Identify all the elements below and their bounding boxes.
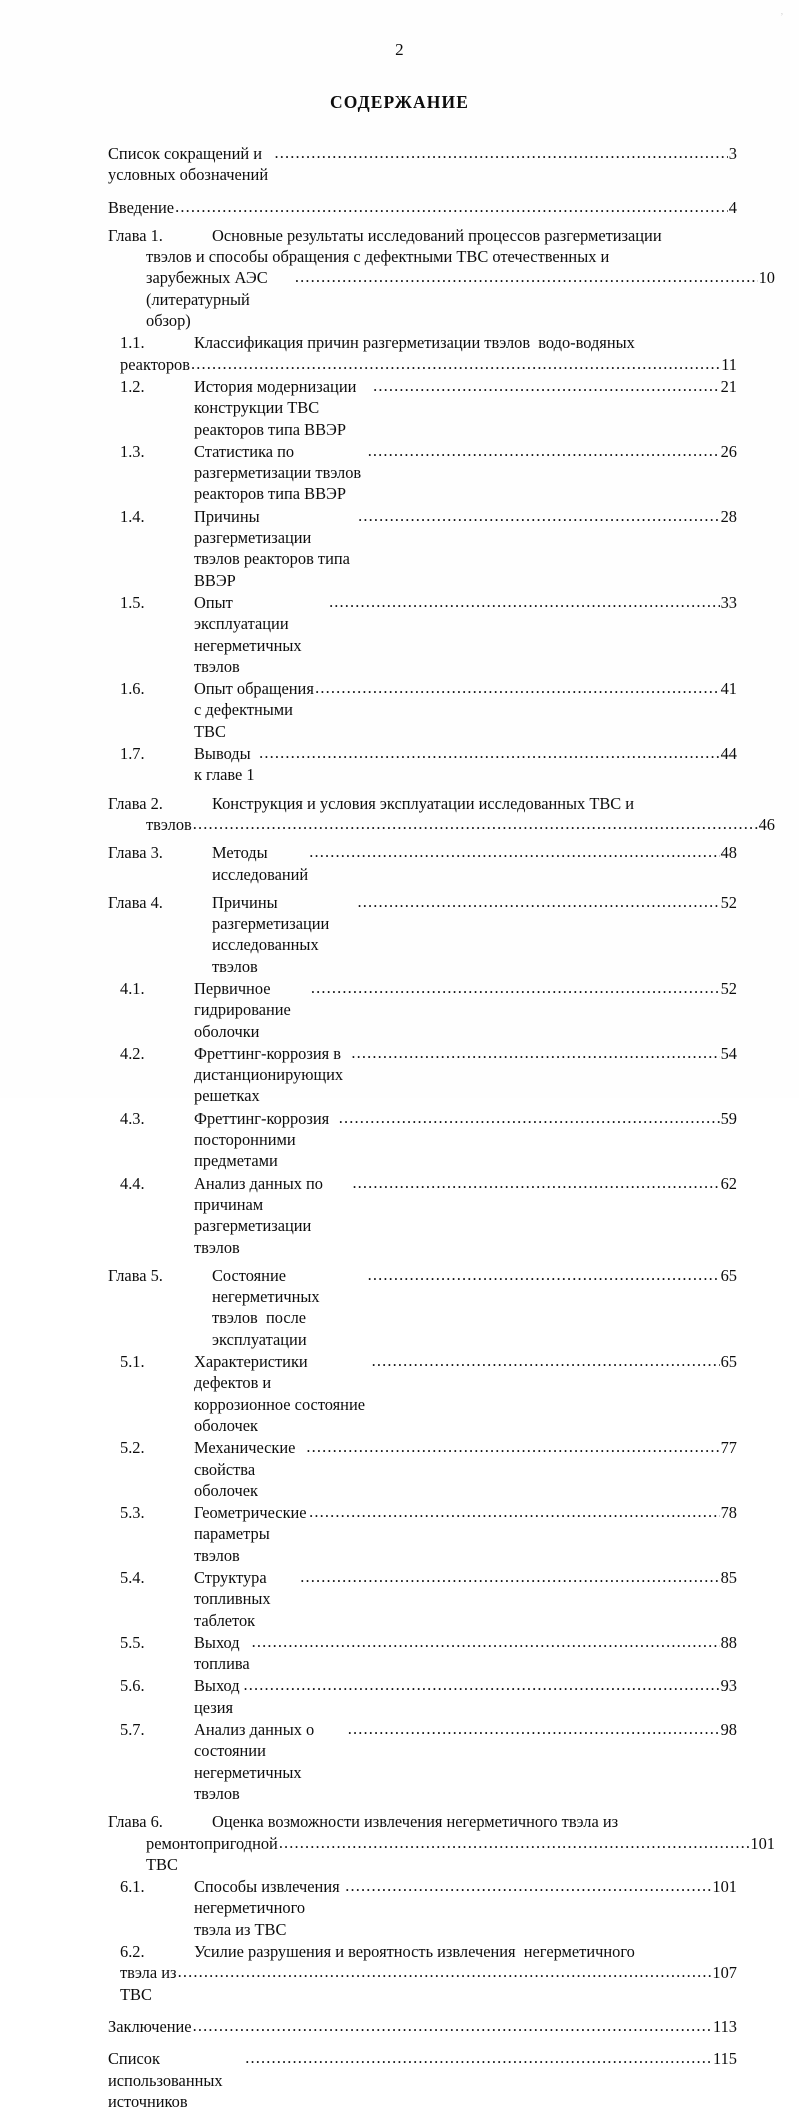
toc-page-number: 101 — [750, 1833, 775, 1853]
toc-entry-line — [120, 678, 737, 742]
toc-entry-title: Фреттинг-коррозия посторонними предметами — [194, 1108, 334, 1171]
toc-entry-line — [108, 2048, 737, 2112]
toc-entry-title: зарубежных АЭС (литературный обзор) — [146, 268, 272, 331]
toc-leader-dots — [339, 1107, 720, 1128]
toc-leader-dots — [358, 891, 720, 912]
toc-leader-dots — [175, 196, 728, 217]
toc-entry-line — [120, 1567, 737, 1631]
toc-leader-dots — [352, 1172, 719, 1193]
toc-entry-line — [120, 1675, 737, 1718]
toc-entry-label: 4.3. — [120, 1108, 145, 1128]
toc-entry-line — [108, 892, 737, 977]
toc-entry-title: Основные результаты исследований процессов разгерметизации — [212, 225, 662, 245]
toc-entry-label: 5.4. — [120, 1568, 145, 1587]
toc-page-number: 4 — [728, 197, 737, 217]
toc-entry[interactable] — [108, 1043, 737, 1107]
toc-entry[interactable] — [108, 1567, 737, 1631]
toc-entry-title: Статистика по разгерметизации твэлов реакторов типа ВВЭР — [194, 441, 366, 504]
toc-entry[interactable] — [108, 978, 737, 1042]
toc-entry-line — [120, 1108, 737, 1172]
scan-artifact-mark: ’ — [780, 11, 784, 23]
toc-leader-dots — [245, 2047, 712, 2068]
toc-entry-title: Геометрические параметры твэлов — [194, 1503, 311, 1565]
toc-entry[interactable] — [108, 1108, 737, 1172]
toc-entry[interactable] — [108, 592, 737, 677]
toc-entry-title: ремонтопригодной ТВС — [146, 1833, 282, 1874]
toc-entry[interactable] — [108, 506, 737, 591]
table-of-contents — [108, 143, 775, 2112]
toc-entry-title: Выход топлива — [194, 1632, 250, 1674]
toc-entry-label: Глава 5. — [108, 1265, 163, 1285]
toc-entry-line — [120, 1719, 737, 1804]
toc-leader-dots — [259, 742, 719, 763]
toc-entry-line — [120, 354, 737, 375]
toc-entry-line — [120, 978, 737, 1042]
toc-leader-dots — [311, 977, 720, 998]
toc-page-number: 65 — [720, 1265, 737, 1285]
toc-leader-dots — [368, 1264, 720, 1285]
toc-entry-line — [120, 743, 737, 786]
toc-page-number: 113 — [713, 2016, 737, 2036]
toc-entry-title: Выход цезия — [194, 1676, 244, 1717]
page-number-folio: 2 — [395, 40, 404, 59]
toc-page-number: 88 — [720, 1632, 737, 1652]
toc-entry-title: Заключение — [108, 2016, 192, 2036]
toc-entry-line — [120, 1962, 737, 2005]
toc-entry-label: 1.3. — [120, 441, 145, 461]
toc-entry-title: Механические свойства оболочек — [194, 1438, 300, 1500]
toc-entry-label: 1.4. — [120, 506, 145, 526]
toc-entry[interactable] — [108, 1265, 737, 1350]
toc-page-number: 28 — [720, 506, 737, 526]
toc-entry-title: История модернизации конструкции ТВС реакторов типа ВВЭР — [194, 376, 361, 439]
toc-entry-line — [120, 376, 737, 440]
toc-entry[interactable] — [108, 332, 737, 375]
toc-entry-title: Анализ данных о состоянии негерметичных твэлов — [194, 1720, 319, 1803]
toc-entry-label: 5.7. — [120, 1720, 145, 1740]
toc-page-number: 48 — [720, 843, 737, 863]
toc-page-number: 10 — [758, 268, 775, 288]
toc-entry[interactable] — [108, 1437, 737, 1501]
toc-entry[interactable] — [108, 678, 737, 742]
toc-page-number: 59 — [720, 1108, 737, 1128]
toc-entry-title: Характеристики дефектов и коррозионное состояние оболочек — [194, 1352, 374, 1435]
toc-leader-dots — [252, 1631, 720, 1652]
toc-page-number: 65 — [720, 1352, 737, 1372]
toc-page-number: 46 — [758, 814, 775, 834]
toc-entry[interactable] — [108, 1876, 737, 1940]
toc-entry-title: Методы исследований — [212, 843, 309, 884]
toc-entry-line — [108, 814, 775, 835]
toc-entry-label: Глава 3. — [108, 843, 163, 863]
toc-entry-title: Введение — [108, 197, 175, 217]
toc-page-number: 85 — [720, 1568, 737, 1587]
toc-entry-title: реакторов — [120, 354, 190, 374]
toc-entry-line — [120, 1043, 737, 1107]
toc-leader-dots — [373, 375, 720, 396]
toc-page-number: 21 — [720, 376, 737, 396]
toc-leader-dots — [372, 1350, 720, 1371]
toc-entry-label: 6.1. — [120, 1877, 145, 1897]
toc-entry-line — [108, 1833, 775, 1876]
toc-page-number: 78 — [720, 1503, 737, 1523]
toc-entry-line — [120, 332, 737, 353]
toc-page-number: 98 — [720, 1720, 737, 1740]
toc-entry[interactable] — [108, 1719, 737, 1804]
toc-page-number: 101 — [712, 1877, 737, 1897]
toc-page-number: 3 — [728, 144, 737, 163]
toc-entry[interactable] — [108, 2048, 737, 2112]
toc-entry-label: 5.6. — [120, 1676, 145, 1696]
toc-page-number: 44 — [720, 744, 737, 764]
toc-entry-title: Способы извлечения негерметичного твэла из ТВС — [194, 1877, 344, 1939]
toc-leader-dots — [193, 2015, 712, 2036]
toc-entry-label: 5.5. — [120, 1632, 145, 1652]
toc-page-number: 11 — [721, 354, 737, 374]
toc-entry-title: Анализ данных по причинам разгерметизации твэлов — [194, 1173, 328, 1257]
toc-entry-label: 1.5. — [120, 592, 145, 612]
toc-entry[interactable] — [108, 143, 737, 186]
toc-entry[interactable] — [108, 376, 737, 440]
toc-leader-dots — [191, 353, 720, 374]
toc-entry-title: твэла из ТВС — [120, 1963, 181, 2004]
toc-page-number: 33 — [720, 592, 737, 612]
toc-entry-label: 4.4. — [120, 1173, 145, 1193]
toc-entry-title: твэлов и способы обращения с дефектными ТВС отечественных и — [146, 247, 610, 267]
toc-entry-line — [108, 225, 737, 246]
toc-entry-line — [120, 1941, 737, 1962]
toc-entry-line — [108, 1265, 737, 1350]
toc-entry-line — [120, 1876, 737, 1940]
toc-entry[interactable] — [108, 793, 775, 836]
toc-leader-dots — [178, 1961, 712, 1982]
toc-entry[interactable] — [108, 1811, 775, 1875]
toc-page-number: 77 — [720, 1438, 737, 1458]
toc-entry-line — [120, 1351, 737, 1436]
toc-entry[interactable] — [108, 842, 737, 885]
toc-page-number: 107 — [712, 1963, 737, 1983]
toc-entry[interactable] — [108, 1632, 737, 1675]
toc-page-number: 93 — [720, 1676, 737, 1696]
toc-entry-line — [108, 2016, 737, 2037]
toc-entry-line — [120, 1502, 737, 1566]
toc-entry-line — [108, 793, 737, 814]
toc-entry[interactable] — [108, 892, 737, 977]
toc-entry-line — [120, 1173, 737, 1258]
toc-entry-title: Список использованных источников — [108, 2049, 227, 2111]
toc-entry-title: Структура топливных таблеток — [194, 1568, 275, 1630]
toc-entry-title: Причины разгерметизации исследованных твэлов — [212, 892, 334, 976]
toc-entry-line — [108, 246, 775, 267]
toc-leader-dots — [351, 1042, 719, 1063]
toc-entry-line — [108, 197, 737, 218]
toc-entry-line — [108, 842, 737, 885]
toc-entry[interactable] — [108, 2016, 737, 2037]
toc-page-number: 26 — [720, 441, 737, 461]
toc-entry-title: Выводы к главе 1 — [194, 744, 255, 785]
toc-leader-dots — [300, 1566, 719, 1587]
toc-entry-title: Причины разгерметизации твэлов реакторов типа ВВЭР — [194, 506, 355, 590]
toc-entry-label: 1.2. — [120, 376, 145, 396]
toc-entry-title: Первичное гидрирование оболочки — [194, 978, 295, 1041]
toc-entry-title: Список сокращений и условных обозначений — [108, 144, 269, 185]
toc-leader-dots — [348, 1718, 720, 1739]
toc-entry-title: Опыт обращения с дефектными ТВС — [194, 679, 318, 741]
toc-entry[interactable] — [108, 743, 737, 786]
toc-entry-line — [108, 143, 737, 186]
toc-entry[interactable] — [108, 1675, 737, 1718]
toc-leader-dots — [309, 841, 719, 862]
toc-leader-dots — [243, 1674, 719, 1695]
toc-entry-label: 5.2. — [120, 1438, 145, 1458]
toc-entry-line — [108, 267, 775, 331]
toc-entry-label: Глава 1. — [108, 225, 163, 245]
toc-entry-title: Состояние негерметичных твэлов после эксплуатации — [212, 1265, 324, 1349]
toc-entry-line — [120, 1437, 737, 1501]
toc-entry[interactable] — [108, 441, 737, 505]
toc-entry-label: 6.2. — [120, 1942, 145, 1962]
toc-entry[interactable] — [108, 225, 775, 331]
toc-leader-dots — [368, 440, 720, 461]
toc-entry-label: 1.7. — [120, 744, 145, 764]
toc-entry-title: Классификация причин разгерметизации твэлов водо-водяных — [194, 333, 635, 353]
toc-entry-label: 1.6. — [120, 679, 145, 699]
toc-page-number: 62 — [720, 1173, 737, 1193]
toc-entry-label: Глава 4. — [108, 892, 163, 912]
toc-entry-label: 4.2. — [120, 1043, 145, 1063]
toc-leader-dots — [315, 677, 719, 698]
toc-entry-title: твэлов — [146, 814, 192, 834]
toc-entry-title: Оценка возможности извлечения негерметичного твэла из — [212, 1812, 619, 1832]
toc-leader-dots — [306, 1436, 719, 1457]
toc-page-number: 52 — [720, 978, 737, 998]
toc-entry-label: 1.1. — [120, 333, 145, 353]
toc-entry[interactable] — [108, 1173, 737, 1258]
toc-entry-label: 5.3. — [120, 1503, 145, 1523]
toc-entry[interactable] — [108, 1502, 737, 1566]
toc-entry-label: 5.1. — [120, 1352, 145, 1372]
toc-entry[interactable] — [108, 1941, 737, 2005]
toc-leader-dots — [329, 591, 720, 612]
toc-leader-dots — [358, 505, 720, 526]
page-title: СОДЕРЖАНИЕ — [329, 92, 469, 112]
toc-leader-dots — [295, 266, 758, 287]
toc-leader-dots — [275, 142, 728, 163]
toc-entry-label: Глава 2. — [108, 793, 163, 813]
toc-page-number: 54 — [720, 1043, 737, 1063]
toc-page-number: 41 — [720, 679, 737, 699]
toc-entry-line — [108, 1811, 737, 1832]
toc-entry-title: Усилие разрушения и вероятность извлечения негерметичного — [194, 1942, 635, 1962]
toc-leader-dots — [193, 813, 758, 834]
toc-leader-dots — [309, 1501, 719, 1522]
toc-leader-dots — [279, 1832, 750, 1853]
toc-leader-dots — [345, 1875, 711, 1896]
toc-page-number: 52 — [720, 892, 737, 912]
toc-entry[interactable] — [108, 1351, 737, 1436]
toc-entry-title: Конструкция и условия эксплуатации исследованных ТВС и — [212, 793, 635, 813]
toc-entry-line — [120, 441, 737, 505]
toc-entry-label: Глава 6. — [108, 1812, 163, 1832]
toc-entry[interactable] — [108, 197, 737, 218]
toc-page-number: 115 — [713, 2049, 737, 2069]
toc-entry-line — [120, 592, 737, 677]
toc-entry-title: Фреттинг-коррозия в дистанционирующих решетках — [194, 1043, 348, 1106]
toc-entry-label: 4.1. — [120, 978, 145, 998]
toc-entry-line — [120, 506, 737, 591]
toc-entry-line — [120, 1632, 737, 1675]
toc-entry-title: Опыт эксплуатации негерметичных твэлов — [194, 592, 306, 676]
